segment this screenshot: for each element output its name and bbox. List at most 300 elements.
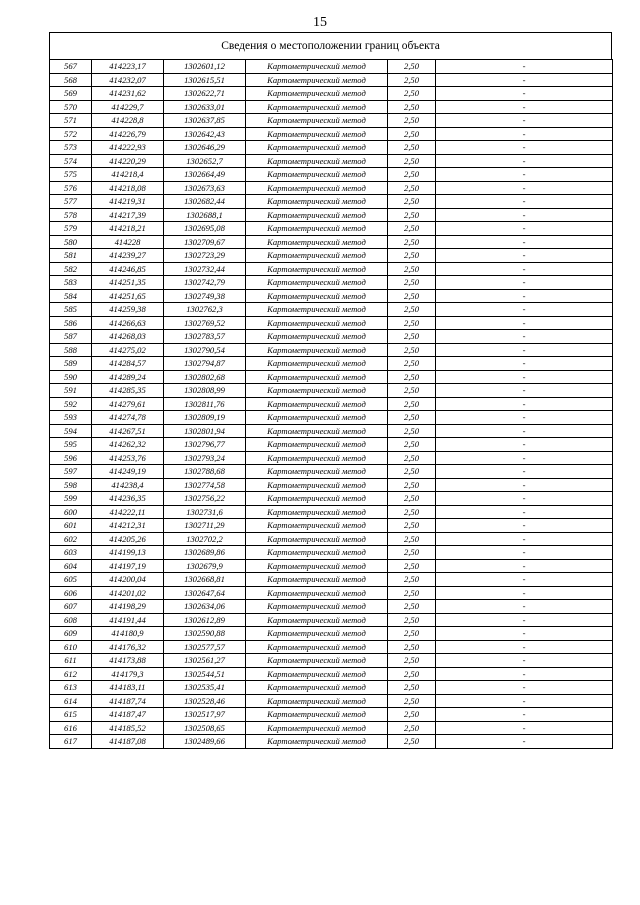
table-row [50, 289, 613, 303]
description-cell: - [436, 532, 613, 546]
description-cell: - [436, 249, 613, 263]
x-coordinate-cell: 414238,4 [92, 478, 164, 492]
description-cell: - [436, 721, 613, 735]
accuracy-cell: 2,50 [388, 654, 436, 668]
x-coordinate-cell: 414180,9 [92, 627, 164, 641]
method-cell: Картометрический метод [246, 87, 388, 101]
y-coordinate-cell: 1302508,65 [164, 721, 246, 735]
description-cell: - [436, 222, 613, 236]
x-coordinate-cell: 414183,11 [92, 681, 164, 695]
x-coordinate-cell: 414220,29 [92, 154, 164, 168]
method-cell: Картометрический метод [246, 465, 388, 479]
accuracy-cell: 2,50 [388, 384, 436, 398]
accuracy-cell: 2,50 [388, 276, 436, 290]
x-coordinate-cell: 414222,11 [92, 505, 164, 519]
point-number-cell: 594 [50, 424, 92, 438]
table-title: Сведения о местоположении границ объекта [49, 32, 612, 59]
table-row [50, 613, 613, 627]
accuracy-cell: 2,50 [388, 262, 436, 276]
table-row [50, 640, 613, 654]
description-cell: - [436, 654, 613, 668]
method-cell: Картометрический метод [246, 735, 388, 749]
table-row [50, 532, 613, 546]
table-row [50, 478, 613, 492]
y-coordinate-cell: 1302682,44 [164, 195, 246, 209]
accuracy-cell: 2,50 [388, 222, 436, 236]
description-cell: - [436, 411, 613, 425]
y-coordinate-cell: 1302808,99 [164, 384, 246, 398]
x-coordinate-cell: 414200,04 [92, 573, 164, 587]
point-number-cell: 577 [50, 195, 92, 209]
y-coordinate-cell: 1302668,81 [164, 573, 246, 587]
x-coordinate-cell: 414266,63 [92, 316, 164, 330]
description-cell: - [436, 343, 613, 357]
point-number-cell: 571 [50, 114, 92, 128]
accuracy-cell: 2,50 [388, 114, 436, 128]
accuracy-cell: 2,50 [388, 559, 436, 573]
x-coordinate-cell: 414268,03 [92, 330, 164, 344]
description-cell: - [436, 87, 613, 101]
accuracy-cell: 2,50 [388, 303, 436, 317]
point-number-cell: 580 [50, 235, 92, 249]
point-number-cell: 601 [50, 519, 92, 533]
accuracy-cell: 2,50 [388, 613, 436, 627]
method-cell: Картометрический метод [246, 370, 388, 384]
description-cell: - [436, 640, 613, 654]
table-row [50, 141, 613, 155]
point-number-cell: 598 [50, 478, 92, 492]
method-cell: Картометрический метод [246, 249, 388, 263]
point-number-cell: 573 [50, 141, 92, 155]
y-coordinate-cell: 1302709,67 [164, 235, 246, 249]
accuracy-cell: 2,50 [388, 330, 436, 344]
accuracy-cell: 2,50 [388, 195, 436, 209]
point-number-cell: 572 [50, 127, 92, 141]
x-coordinate-cell: 414176,32 [92, 640, 164, 654]
x-coordinate-cell: 414231,62 [92, 87, 164, 101]
description-cell: - [436, 141, 613, 155]
method-cell: Картометрический метод [246, 600, 388, 614]
point-number-cell: 611 [50, 654, 92, 668]
accuracy-cell: 2,50 [388, 343, 436, 357]
table-row [50, 370, 613, 384]
point-number-cell: 610 [50, 640, 92, 654]
table-row [50, 195, 613, 209]
description-cell: - [436, 208, 613, 222]
method-cell: Картометрический метод [246, 127, 388, 141]
y-coordinate-cell: 1302679,9 [164, 559, 246, 573]
y-coordinate-cell: 1302689,86 [164, 546, 246, 560]
point-number-cell: 615 [50, 708, 92, 722]
point-number-cell: 604 [50, 559, 92, 573]
accuracy-cell: 2,50 [388, 546, 436, 560]
method-cell: Картометрический метод [246, 276, 388, 290]
table-row [50, 87, 613, 101]
method-cell: Картометрический метод [246, 330, 388, 344]
x-coordinate-cell: 414223,17 [92, 60, 164, 74]
x-coordinate-cell: 414251,65 [92, 289, 164, 303]
point-number-cell: 575 [50, 168, 92, 182]
point-number-cell: 617 [50, 735, 92, 749]
x-coordinate-cell: 414285,35 [92, 384, 164, 398]
point-number-cell: 579 [50, 222, 92, 236]
point-number-cell: 590 [50, 370, 92, 384]
method-cell: Картометрический метод [246, 181, 388, 195]
accuracy-cell: 2,50 [388, 438, 436, 452]
method-cell: Картометрический метод [246, 492, 388, 506]
table-row [50, 465, 613, 479]
y-coordinate-cell: 1302664,49 [164, 168, 246, 182]
description-cell: - [436, 546, 613, 560]
method-cell: Картометрический метод [246, 168, 388, 182]
y-coordinate-cell: 1302612,89 [164, 613, 246, 627]
y-coordinate-cell: 1302742,79 [164, 276, 246, 290]
description-cell: - [436, 478, 613, 492]
table-row [50, 438, 613, 452]
description-cell: - [436, 694, 613, 708]
y-coordinate-cell: 1302702,2 [164, 532, 246, 546]
method-cell: Картометрический метод [246, 721, 388, 735]
description-cell: - [436, 735, 613, 749]
method-cell: Картометрический метод [246, 505, 388, 519]
description-cell: - [436, 330, 613, 344]
accuracy-cell: 2,50 [388, 532, 436, 546]
accuracy-cell: 2,50 [388, 289, 436, 303]
method-cell: Картометрический метод [246, 681, 388, 695]
description-cell: - [436, 559, 613, 573]
description-cell: - [436, 127, 613, 141]
y-coordinate-cell: 1302749,38 [164, 289, 246, 303]
description-cell: - [436, 370, 613, 384]
description-cell: - [436, 235, 613, 249]
x-coordinate-cell: 414201,02 [92, 586, 164, 600]
table-row [50, 600, 613, 614]
accuracy-cell: 2,50 [388, 586, 436, 600]
x-coordinate-cell: 414191,44 [92, 613, 164, 627]
point-number-cell: 591 [50, 384, 92, 398]
description-cell: - [436, 154, 613, 168]
accuracy-cell: 2,50 [388, 424, 436, 438]
point-number-cell: 592 [50, 397, 92, 411]
description-cell: - [436, 465, 613, 479]
description-cell: - [436, 181, 613, 195]
page-number: 15 [313, 15, 327, 30]
x-coordinate-cell: 414284,57 [92, 357, 164, 371]
x-coordinate-cell: 414219,31 [92, 195, 164, 209]
description-cell: - [436, 100, 613, 114]
method-cell: Картометрический метод [246, 613, 388, 627]
accuracy-cell: 2,50 [388, 249, 436, 263]
x-coordinate-cell: 414246,85 [92, 262, 164, 276]
table-row [50, 546, 613, 560]
accuracy-cell: 2,50 [388, 357, 436, 371]
description-cell: - [436, 424, 613, 438]
y-coordinate-cell: 1302601,12 [164, 60, 246, 74]
accuracy-cell: 2,50 [388, 694, 436, 708]
method-cell: Картометрический метод [246, 586, 388, 600]
y-coordinate-cell: 1302809,19 [164, 411, 246, 425]
x-coordinate-cell: 414267,51 [92, 424, 164, 438]
table-row [50, 721, 613, 735]
x-coordinate-cell: 414275,02 [92, 343, 164, 357]
x-coordinate-cell: 414218,08 [92, 181, 164, 195]
x-coordinate-cell: 414249,19 [92, 465, 164, 479]
table-row [50, 222, 613, 236]
point-number-cell: 612 [50, 667, 92, 681]
point-number-cell: 585 [50, 303, 92, 317]
y-coordinate-cell: 1302637,85 [164, 114, 246, 128]
table-row [50, 127, 613, 141]
accuracy-cell: 2,50 [388, 721, 436, 735]
method-cell: Картометрический метод [246, 546, 388, 560]
table-row [50, 708, 613, 722]
accuracy-cell: 2,50 [388, 73, 436, 87]
table-row [50, 424, 613, 438]
description-cell: - [436, 667, 613, 681]
method-cell: Картометрический метод [246, 640, 388, 654]
table-row [50, 168, 613, 182]
accuracy-cell: 2,50 [388, 60, 436, 74]
x-coordinate-cell: 414187,08 [92, 735, 164, 749]
point-number-cell: 582 [50, 262, 92, 276]
table-row [50, 181, 613, 195]
table-row [50, 694, 613, 708]
accuracy-cell: 2,50 [388, 600, 436, 614]
point-number-cell: 583 [50, 276, 92, 290]
x-coordinate-cell: 414226,79 [92, 127, 164, 141]
x-coordinate-cell: 414173,88 [92, 654, 164, 668]
accuracy-cell: 2,50 [388, 411, 436, 425]
table-row [50, 316, 613, 330]
method-cell: Картометрический метод [246, 573, 388, 587]
accuracy-cell: 2,50 [388, 681, 436, 695]
point-number-cell: 600 [50, 505, 92, 519]
table-row [50, 330, 613, 344]
description-cell: - [436, 613, 613, 627]
y-coordinate-cell: 1302646,29 [164, 141, 246, 155]
description-cell: - [436, 303, 613, 317]
x-coordinate-cell: 414262,32 [92, 438, 164, 452]
y-coordinate-cell: 1302652,7 [164, 154, 246, 168]
table-row [50, 235, 613, 249]
x-coordinate-cell: 414218,4 [92, 168, 164, 182]
point-number-cell: 608 [50, 613, 92, 627]
method-cell: Картометрический метод [246, 208, 388, 222]
description-cell: - [436, 114, 613, 128]
x-coordinate-cell: 414198,29 [92, 600, 164, 614]
accuracy-cell: 2,50 [388, 735, 436, 749]
method-cell: Картометрический метод [246, 235, 388, 249]
description-cell: - [436, 505, 613, 519]
y-coordinate-cell: 1302647,64 [164, 586, 246, 600]
table-row [50, 114, 613, 128]
table-row [50, 654, 613, 668]
table-row [50, 100, 613, 114]
y-coordinate-cell: 1302774,58 [164, 478, 246, 492]
method-cell: Картометрический метод [246, 316, 388, 330]
table-row [50, 627, 613, 641]
method-cell: Картометрический метод [246, 384, 388, 398]
accuracy-cell: 2,50 [388, 519, 436, 533]
table-row [50, 154, 613, 168]
table-row [50, 573, 613, 587]
y-coordinate-cell: 1302544,51 [164, 667, 246, 681]
method-cell: Картометрический метод [246, 519, 388, 533]
description-cell: - [436, 276, 613, 290]
table-row [50, 60, 613, 74]
y-coordinate-cell: 1302561,27 [164, 654, 246, 668]
accuracy-cell: 2,50 [388, 154, 436, 168]
point-number-cell: 587 [50, 330, 92, 344]
y-coordinate-cell: 1302642,43 [164, 127, 246, 141]
y-coordinate-cell: 1302673,63 [164, 181, 246, 195]
y-coordinate-cell: 1302801,94 [164, 424, 246, 438]
table-row [50, 384, 613, 398]
boundary-table [49, 32, 612, 749]
point-number-cell: 603 [50, 546, 92, 560]
x-coordinate-cell: 414229,7 [92, 100, 164, 114]
table-body [50, 60, 613, 749]
description-cell: - [436, 519, 613, 533]
x-coordinate-cell: 414179,3 [92, 667, 164, 681]
y-coordinate-cell: 1302769,52 [164, 316, 246, 330]
point-number-cell: 584 [50, 289, 92, 303]
description-cell: - [436, 384, 613, 398]
accuracy-cell: 2,50 [388, 465, 436, 479]
y-coordinate-cell: 1302731,6 [164, 505, 246, 519]
accuracy-cell: 2,50 [388, 100, 436, 114]
accuracy-cell: 2,50 [388, 127, 436, 141]
table-row [50, 249, 613, 263]
table-row [50, 451, 613, 465]
table-row [50, 262, 613, 276]
method-cell: Картометрический метод [246, 289, 388, 303]
method-cell: Картометрический метод [246, 222, 388, 236]
method-cell: Картометрический метод [246, 451, 388, 465]
x-coordinate-cell: 414218,21 [92, 222, 164, 236]
accuracy-cell: 2,50 [388, 316, 436, 330]
y-coordinate-cell: 1302762,3 [164, 303, 246, 317]
method-cell: Картометрический метод [246, 694, 388, 708]
y-coordinate-cell: 1302811,76 [164, 397, 246, 411]
method-cell: Картометрический метод [246, 424, 388, 438]
description-cell: - [436, 316, 613, 330]
y-coordinate-cell: 1302577,57 [164, 640, 246, 654]
table-row [50, 357, 613, 371]
table-row [50, 586, 613, 600]
method-cell: Картометрический метод [246, 357, 388, 371]
x-coordinate-cell: 414253,76 [92, 451, 164, 465]
point-number-cell: 606 [50, 586, 92, 600]
accuracy-cell: 2,50 [388, 208, 436, 222]
x-coordinate-cell: 414187,47 [92, 708, 164, 722]
x-coordinate-cell: 414185,52 [92, 721, 164, 735]
y-coordinate-cell: 1302489,66 [164, 735, 246, 749]
description-cell: - [436, 681, 613, 695]
method-cell: Картометрический метод [246, 303, 388, 317]
point-number-cell: 614 [50, 694, 92, 708]
point-number-cell: 578 [50, 208, 92, 222]
accuracy-cell: 2,50 [388, 627, 436, 641]
x-coordinate-cell: 414228 [92, 235, 164, 249]
method-cell: Картометрический метод [246, 708, 388, 722]
method-cell: Картометрический метод [246, 478, 388, 492]
description-cell: - [436, 600, 613, 614]
y-coordinate-cell: 1302788,68 [164, 465, 246, 479]
point-number-cell: 574 [50, 154, 92, 168]
point-number-cell: 593 [50, 411, 92, 425]
accuracy-cell: 2,50 [388, 492, 436, 506]
y-coordinate-cell: 1302695,08 [164, 222, 246, 236]
table-row [50, 519, 613, 533]
table-row [50, 559, 613, 573]
x-coordinate-cell: 414187,74 [92, 694, 164, 708]
x-coordinate-cell: 414197,19 [92, 559, 164, 573]
description-cell: - [436, 586, 613, 600]
y-coordinate-cell: 1302790,54 [164, 343, 246, 357]
y-coordinate-cell: 1302796,77 [164, 438, 246, 452]
accuracy-cell: 2,50 [388, 451, 436, 465]
description-cell: - [436, 573, 613, 587]
y-coordinate-cell: 1302711,29 [164, 519, 246, 533]
y-coordinate-cell: 1302528,46 [164, 694, 246, 708]
point-number-cell: 581 [50, 249, 92, 263]
point-number-cell: 602 [50, 532, 92, 546]
accuracy-cell: 2,50 [388, 708, 436, 722]
description-cell: - [436, 492, 613, 506]
description-cell: - [436, 627, 613, 641]
accuracy-cell: 2,50 [388, 397, 436, 411]
description-cell: - [436, 397, 613, 411]
accuracy-cell: 2,50 [388, 370, 436, 384]
x-coordinate-cell: 414259,38 [92, 303, 164, 317]
x-coordinate-cell: 414205,26 [92, 532, 164, 546]
x-coordinate-cell: 414274,78 [92, 411, 164, 425]
method-cell: Картометрический метод [246, 667, 388, 681]
y-coordinate-cell: 1302793,24 [164, 451, 246, 465]
point-number-cell: 605 [50, 573, 92, 587]
x-coordinate-cell: 414289,24 [92, 370, 164, 384]
x-coordinate-cell: 414212,31 [92, 519, 164, 533]
y-coordinate-cell: 1302794,87 [164, 357, 246, 371]
x-coordinate-cell: 414199,13 [92, 546, 164, 560]
coordinates-table [49, 59, 613, 749]
y-coordinate-cell: 1302517,97 [164, 708, 246, 722]
accuracy-cell: 2,50 [388, 235, 436, 249]
table-row [50, 397, 613, 411]
point-number-cell: 588 [50, 343, 92, 357]
accuracy-cell: 2,50 [388, 181, 436, 195]
accuracy-cell: 2,50 [388, 141, 436, 155]
method-cell: Картометрический метод [246, 411, 388, 425]
method-cell: Картометрический метод [246, 141, 388, 155]
y-coordinate-cell: 1302634,06 [164, 600, 246, 614]
y-coordinate-cell: 1302688,1 [164, 208, 246, 222]
accuracy-cell: 2,50 [388, 87, 436, 101]
table-row [50, 505, 613, 519]
point-number-cell: 609 [50, 627, 92, 641]
accuracy-cell: 2,50 [388, 667, 436, 681]
y-coordinate-cell: 1302783,57 [164, 330, 246, 344]
point-number-cell: 616 [50, 721, 92, 735]
table-row [50, 667, 613, 681]
method-cell: Картометрический метод [246, 627, 388, 641]
y-coordinate-cell: 1302615,51 [164, 73, 246, 87]
point-number-cell: 569 [50, 87, 92, 101]
point-number-cell: 595 [50, 438, 92, 452]
table-row [50, 73, 613, 87]
y-coordinate-cell: 1302723,29 [164, 249, 246, 263]
